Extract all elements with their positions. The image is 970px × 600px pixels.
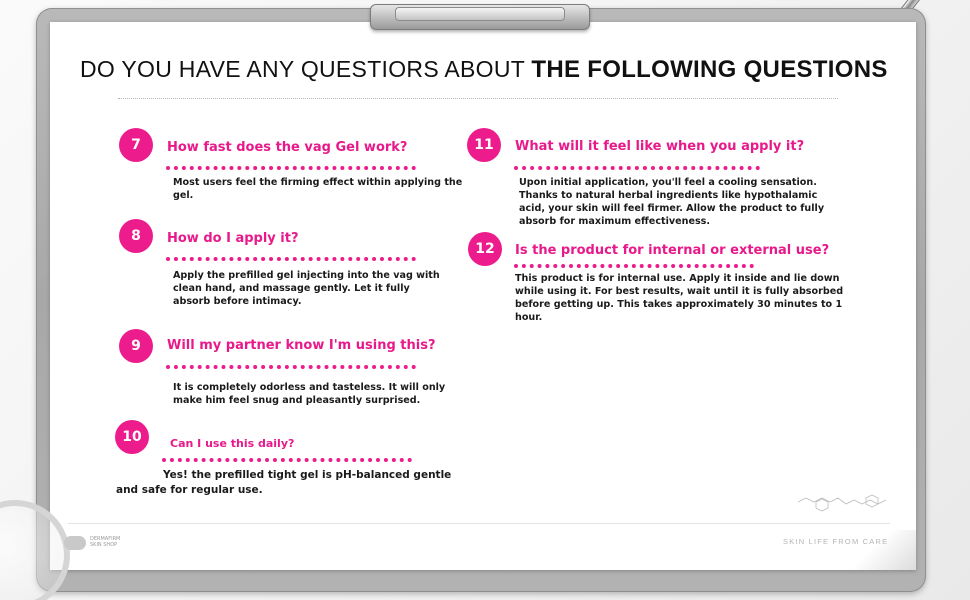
title-regular: DO YOU HAVE ANY QUESTIORS ABOUT — [80, 56, 525, 82]
question-number-badge: 10 — [115, 420, 149, 454]
answer-text: Apply the prefilled gel injecting into the vag with clean hand, and massage gently. Let it fully absorb before intimacy. — [173, 270, 440, 307]
dotted-divider — [162, 458, 412, 462]
question-title: What will it feel like when you apply it? — [515, 139, 805, 154]
question-number-badge: 7 — [119, 128, 153, 162]
footer-divider — [68, 523, 890, 524]
clipboard-clip — [370, 4, 590, 30]
brand-logo-icon — [64, 536, 86, 550]
answer-text: This product is for internal use. Apply it inside and lie down while using it. For best results, wait until it is fully absorbed before getting up. This takes approximately 30 minutes to 1 hour. — [515, 273, 844, 323]
question-title: How fast does the vag Gel work? — [167, 140, 408, 155]
answer-text: Yes! the prefilled tight gel is pH-balanced gentle and safe for regular use. — [116, 469, 452, 496]
brand-sub-text: SKIN SHOP — [90, 542, 118, 548]
question-title: How do I apply it? — [167, 231, 299, 246]
brand-name-text: DERMAFIRM — [90, 536, 121, 542]
question-title: Can I use this daily? — [170, 437, 295, 450]
page-title — [80, 56, 888, 84]
question-title: Is the product for internal or external use? — [515, 243, 830, 258]
dotted-divider — [514, 264, 754, 268]
dotted-divider — [166, 365, 416, 369]
question-number-badge: 12 — [468, 232, 502, 266]
question-number-badge: 8 — [119, 219, 153, 253]
dotted-divider — [166, 166, 416, 170]
question-number-badge: 11 — [467, 128, 501, 162]
title-divider — [118, 98, 838, 99]
dotted-divider — [514, 166, 760, 170]
brand-name — [90, 536, 120, 548]
answer-text: Upon initial application, you'll feel a cooling sensation. Thanks to natural herbal ingredients like hypothalamic acid, your skin will feel firmer. Allow the product to fully absorb for maximum effectiveness. — [519, 177, 825, 227]
question-title: Will my partner know I'm using this? — [167, 338, 436, 353]
title-bold: THE FOLLOWING QUESTIONS — [531, 56, 888, 83]
answer-text: Most users feel the firming effect within applying the gel. — [173, 177, 463, 201]
dotted-divider — [166, 257, 416, 261]
page-curl — [846, 530, 916, 570]
question-number-badge: 9 — [119, 329, 153, 363]
answer-text: It is completely odorless and tasteless. It will only make him feel snug and pleasantly surprised. — [173, 382, 446, 406]
footer-tagline: SKIN LIFE FROM CARE — [783, 537, 889, 546]
molecule-icon — [794, 494, 894, 518]
